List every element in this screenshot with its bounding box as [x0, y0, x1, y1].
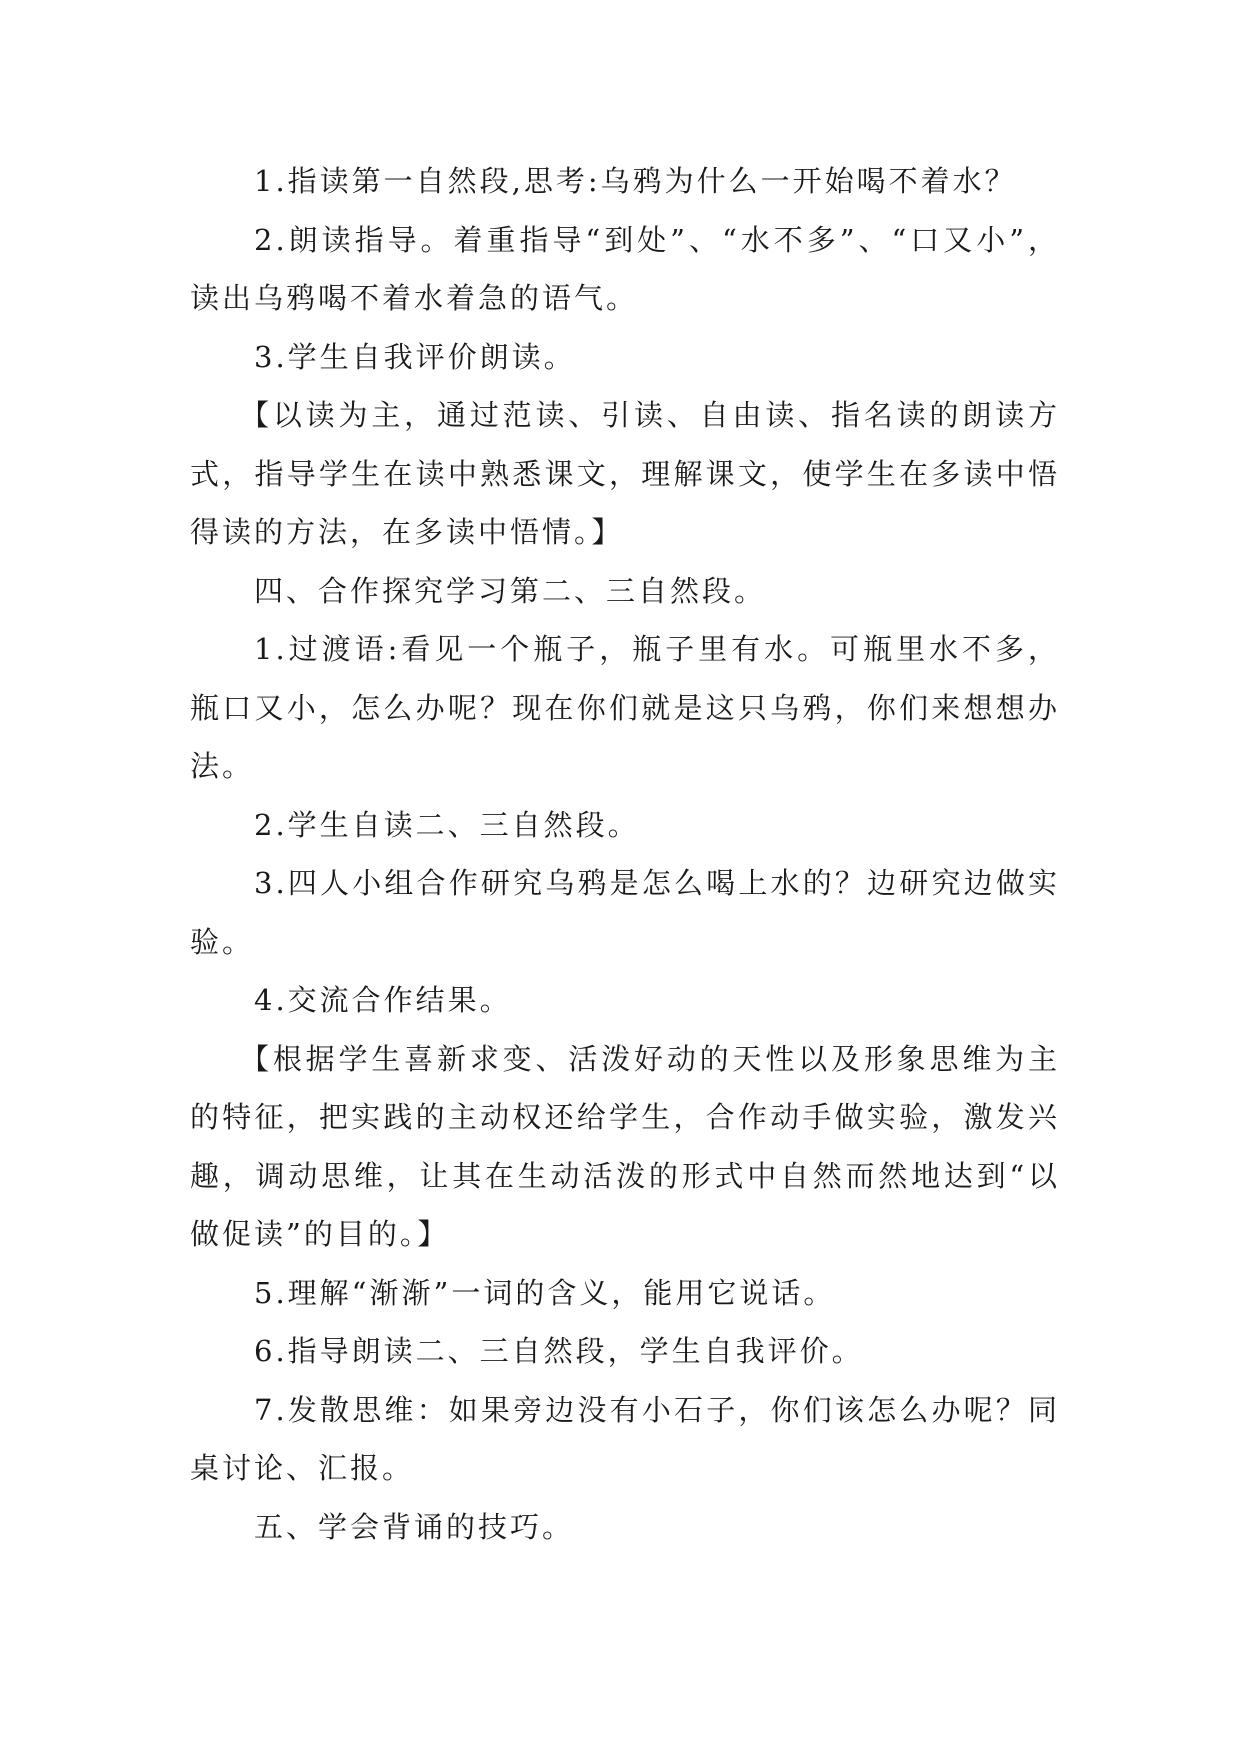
paragraph-step-3: 3.学生自我评价朗读。	[254, 339, 576, 374]
paragraph-step-4-7: 7.发散思维：如果旁边没有小石子，你们该怎么办呢？同桌讨论、汇报。	[190, 1392, 1060, 1485]
paragraph-step-4-3: 3.四人小组合作研究乌鸦是怎么喝上水的？边研究边做实验。	[190, 866, 1060, 959]
paragraph-step-4-5: 5.理解“渐渐”一词的含义，能用它说话。	[254, 1275, 836, 1310]
paragraph-step-4-2: 2.学生自读二、三自然段。	[254, 807, 640, 842]
paragraph-step-4-1: 1.过渡语:看见一个瓶子，瓶子里有水。可瓶里水不多，瓶口又小，怎么办呢？现在你们就是这只乌鸦，你们来想想办法。	[190, 632, 1060, 783]
paragraph-step-1: 1.指读第一自然段,思考:乌鸦为什么一开始喝不着水？	[254, 164, 1017, 198]
section-heading-5: 五、学会背诵的技巧。	[254, 1509, 575, 1544]
section-heading-4: 四、合作探究学习第二、三自然段。	[254, 573, 767, 608]
paragraph-note-1: 【以读为主，通过范读、引读、自由读、指名读的朗读方式，指导学生在读中熟悉课文，理解课文，使学生在多读中悟得读的方法，在多读中悟情。】	[190, 398, 1060, 549]
paragraph-step-4-6: 6.指导朗读二、三自然段，学生自我评价。	[254, 1334, 864, 1368]
paragraph-step-2: 2.朗读指导。着重指导“到处”、“水不多”、“口又小”，读出乌鸦喝不着水着急的语气。	[190, 222, 1060, 315]
paragraph-step-4-4: 4.交流合作结果。	[254, 983, 512, 1017]
paragraph-note-2: 【根据学生喜新求变、活泼好动的天性以及形象思维为主的特征，把实践的主动权还给学生，合作动手做实验，激发兴趣，调动思维，让其在生动活泼的形式中自然而然地达到“以做促读”的目的。】	[190, 1041, 1060, 1251]
document-body	[190, 152, 1060, 1556]
